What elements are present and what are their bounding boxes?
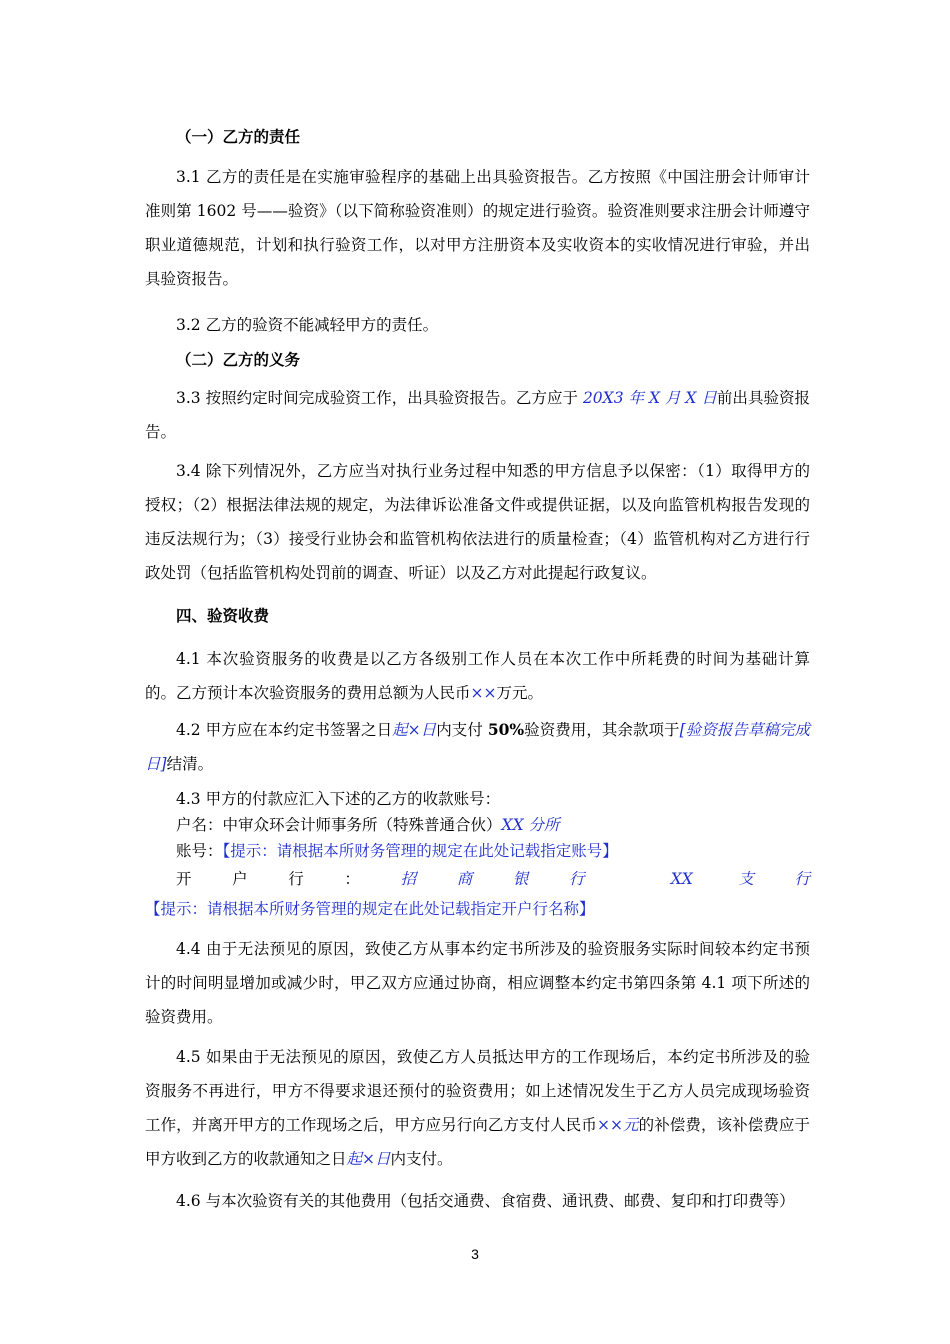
paragraph-4-2 <box>145 713 810 781</box>
paragraph-3-2: 3.2 乙方的验资不能减轻甲方的责任。 <box>176 316 439 334</box>
paragraph-4-4: 4.4 由于无法预见的原因，致使乙方从事本约定书所涉及的验资服务实际时间较本约定书预计的时间明显增加或减少时，甲乙双方应通过协商，相应调整本约定书第四条第 4.1 项下所述的验资费用。 <box>145 940 810 1026</box>
paragraph-4-6: 4.6 与本次验资有关的其他费用（包括交通费、食宿费、通讯费、邮费、复印和打印费等） <box>176 1192 795 1210</box>
p41-text-before: 4.1 本次验资服务的收费是以乙方各级别工作人员在本次工作中所耗费的时间为基础计算的。乙方预计本次验资服务的费用总额为人民币 <box>145 650 810 702</box>
p45-text-before: 4.5 如果由于无法预见的原因，致使乙方人员抵达甲方的工作现场后，本约定书所涉及的验资服务不再进行，甲方不得要求退还预付的验资费用；如上述情况发生于乙方人员完成现场验资工作，并离开甲方的工作现场之后，甲方应另行向乙方支付人民币 <box>145 1048 810 1134</box>
p43-bank-label: 开户行： <box>176 870 401 888</box>
page-number: 3 <box>471 1246 479 1262</box>
p43-bank-value: 招商银行 XX 支行 <box>400 870 810 888</box>
p43-bank <box>145 864 810 924</box>
paragraph-4-5 <box>145 1040 810 1176</box>
p42-settlement-date: [验资报告草稿完成日] <box>145 721 810 773</box>
p43-account-number <box>145 838 810 864</box>
p42-text-before: 4.2 甲方应在本约定书签署之日 <box>176 721 393 739</box>
p45-text-mid: 的补偿费，该补偿费应于甲方收到乙方的收款通知之日 <box>145 1116 810 1168</box>
p43-account-hint: 【提示：请根据本所财务管理的规定在此处记载指定账号】 <box>222 842 618 860</box>
p43-holder-value: 中审众环会计师事务所（特殊普通合伙） <box>222 816 502 834</box>
p43-intro: 4.3 甲方的付款应汇入下述的乙方的收款账号： <box>176 790 501 808</box>
p42-text-mid: 内支付 <box>436 721 488 739</box>
paragraph-4-3 <box>145 786 810 924</box>
p43-account-holder <box>145 812 810 838</box>
p33-deadline-date: 20X3 年 X 月 X 日 <box>582 389 717 407</box>
p43-account-label: 账号： <box>176 842 223 860</box>
p45-payment-days: 起×日 <box>346 1150 391 1168</box>
p43-bank-hint: 【提示：请根据本所财务管理的规定在此处记载指定开户行名称】 <box>145 900 595 918</box>
p33-text-after: 前出具验资报告。 <box>145 389 810 441</box>
heading-fee-section: 四、验资收费 <box>176 606 270 625</box>
p43-holder-label: 户名： <box>176 816 223 834</box>
paragraph-4-1 <box>145 642 810 710</box>
p42-text-mid2: 验资费用，其余款项于 <box>524 721 680 739</box>
p43-holder-branch: XX 分所 <box>501 816 560 834</box>
heading-party-b-responsibility: （一）乙方的责任 <box>176 127 301 146</box>
p41-text-after: 万元。 <box>496 684 544 702</box>
heading-party-b-obligations: （二）乙方的义务 <box>176 350 301 369</box>
p45-compensation-amount: ××元 <box>596 1116 639 1134</box>
p42-text-after: 结清。 <box>166 755 214 773</box>
paragraph-3-4: 3.4 除下列情况外，乙方应当对执行业务过程中知悉的甲方信息予以保密：（1）取得甲方的授权；（2）根据法律法规的规定，为法律诉讼准备文件或提供证据，以及向监管机构报告发现的违反法规行为；（3）接受行业协会和监管机构依法进行的质量检查；（4）监管机构对乙方进行行政处罚（包括监管机构处罚前的调查、听证）以及乙方对此提起行政复议。 <box>145 462 810 582</box>
p42-payment-days: 起×日 <box>392 721 437 739</box>
p41-fee-amount: ×× <box>470 684 497 702</box>
paragraph-3-1: 3.1 乙方的责任是在实施审验程序的基础上出具验资报告。乙方按照《中国注册会计师审计准则第 1602 号——验资》（以下简称验资准则）的规定进行验资。验资准则要求注册会计师遵守职业道德规范，计划和执行验资工作，以对甲方注册资本及实收资本的实收情况进行审验，并出具验资报告。 <box>145 168 810 288</box>
p42-percentage: 50% <box>487 720 525 739</box>
p33-text-before: 3.3 按照约定时间完成验资工作，出具验资报告。乙方应于 <box>176 389 583 407</box>
paragraph-3-3 <box>145 381 810 449</box>
p45-text-after: 内支付。 <box>390 1150 453 1168</box>
